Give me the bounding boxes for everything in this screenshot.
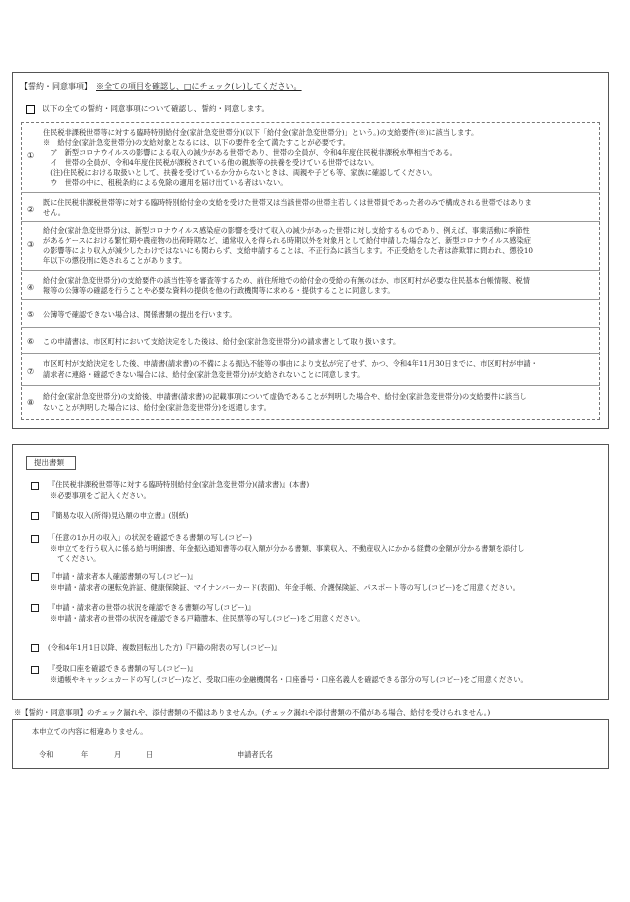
pledge-item-text: (注)住民税における取扱いとして、扶養を受けているか分からないときは、両親や子ども等、家族に確認してください。 xyxy=(43,168,437,177)
pledge-item-number: ④ xyxy=(27,283,35,292)
pledge-item-text: 市区町村が支給決定をした後、申請書(請求書)の不備による振込不能等の事由により支払が完了せず、かつ、令和4年11月30日までに、市区町村が申請・ xyxy=(43,359,538,368)
pledge-item-number: ③ xyxy=(27,240,35,249)
divider xyxy=(21,327,600,328)
date-day: 日 xyxy=(146,750,154,759)
divider xyxy=(21,270,600,271)
pledge-item-number: ① xyxy=(27,151,35,160)
document-checkbox[interactable] xyxy=(31,535,39,543)
pledge-header-note: ※全ての項目を確認し、□にチェック(レ)してください。 xyxy=(96,82,302,91)
footer-warning: ※【誓約・同意事項】のチェック漏れや、添付書類の不備はありませんか。(チェック漏れや添付書類の不備がある場合、給付を受けられません。) xyxy=(14,708,491,717)
document-checkbox[interactable] xyxy=(31,666,39,674)
document-note: ※必要事項をご記入ください。 xyxy=(50,491,151,500)
pledge-item-text: ア 新型コロナウイルスの影響による収入の減少がある世帯であり、世帯の全員が、令和4年度住民税非課税水準相当である。 xyxy=(43,148,457,157)
pledge-item-text: 給付金(家計急変世帯分)は、新型コロナウイルス感染症の影響を受けて収入の減少があった世帯に対し支給するものであり、例えば、事業活動に季節性 xyxy=(43,226,530,235)
divider xyxy=(21,299,600,300)
pledge-item-text: 住民税非課税世帯等に対する臨時特別給付金(家計急変世帯分)(以下「給付金(家計急変世帯分)」という。)の支給要件(※)に該当します。 xyxy=(43,128,479,137)
pledge-item-text: の影響等により収入が減少したわけではないにも関わらず、支給申請することは、不正行為に該当します。不正受給をした者は詐欺罪に問われ、懲役10 xyxy=(43,246,533,255)
date-year: 年 xyxy=(81,750,89,759)
document-title: 『住民税非課税世帯等に対する臨時特別給付金(家計急変世帯分)(請求書)』(本書) xyxy=(48,480,310,489)
applicant-name-label: 申請者氏名 xyxy=(237,750,273,759)
document-checkbox[interactable] xyxy=(31,482,39,490)
pledge-item-text: 報等の公簿等の確認を行うことや必要な資料の提供を他の行政機関等に求める・提供することに同意します。 xyxy=(43,286,395,295)
document-note: ※通帳やキャッシュカードの写し(コピー)など、受取口座の金融機関名・口座番号・口座名義人を確認できる部分の写し(コピー)をご用意ください。 xyxy=(50,675,528,684)
pledge-item-text: があるケースにおける繁忙期や農産物の出荷時期など、通常収入を得られる時期以外を対象月として給付申請した場合など、新型コロナウイルス感染症 xyxy=(43,236,531,245)
document-checkbox[interactable] xyxy=(31,644,39,652)
divider xyxy=(21,192,600,193)
declaration-statement: 本申立ての内容に相違ありません。 xyxy=(32,727,148,736)
pledge-item-text: ※ 給付金(家計急変世帯分)の支給対象となるには、以下の要件を全て満たすことが必要です。 xyxy=(43,138,350,147)
document-title: (令和4年1月1日以降、複数回転出した方)『戸籍の附表の写し(コピー)』 xyxy=(48,643,282,652)
divider xyxy=(21,385,600,386)
pledge-item-number: ② xyxy=(27,205,35,214)
pledge-item-text: ないことが判明した場合には、給付金(家計急変世帯分)を返還します。 xyxy=(43,403,271,412)
pledge-item-number: ⑥ xyxy=(27,337,35,346)
document-title: 『簡易な収入(所得)見込額の申立書』(別紙) xyxy=(48,511,189,520)
document-note: ※申請・請求者の運転免許証、健康保険証、マイナンバーカード(表面)、年金手帳、介護保険証、パスポート等の写し(コピー)をご用意ください。 xyxy=(50,583,520,592)
document-title: 『申請・請求者本人確認書類の写し(コピー)』 xyxy=(48,572,198,581)
document-title: 「任意の1か月の収入」の状況を確認できる書類の写し(コピー) xyxy=(48,533,252,542)
pledge-item-number: ⑤ xyxy=(27,310,35,319)
pledge-item-text: 既に住民税非課税世帯等に対する臨時特別給付金の支給を受けた世帯又は当該世帯の世帯主若しくは世帯員であった者のみで構成される世帯ではありま xyxy=(43,198,532,207)
pledge-item-number: ⑧ xyxy=(27,398,35,407)
agree-all-label: 以下の全ての誓約・同意事項について確認し、誓約・同意します。 xyxy=(42,104,270,113)
document-note: てください。 xyxy=(50,554,101,563)
pledge-item-text: この申請書は、市区町村において支給決定をした後は、給付金(家計急変世帯分)の請求書として取り扱います。 xyxy=(43,337,401,346)
pledge-header-label: 【誓約・同意事項】 xyxy=(20,82,92,91)
pledge-item-text: せん。 xyxy=(43,208,65,217)
date-month: 月 xyxy=(114,750,122,759)
document-checkbox[interactable] xyxy=(31,573,39,581)
documents-header: 提出書類 xyxy=(34,458,64,467)
agree-all-checkbox[interactable] xyxy=(26,105,35,114)
pledge-item-text: 給付金(家計急変世帯分)の支給要件の該当性等を審査等するため、前住所地での給付金の受給の有無のほか、市区町村が必要な住民基本台帳情報、税情 xyxy=(43,276,530,285)
document-checkbox[interactable] xyxy=(31,604,39,612)
pledge-item-number: ⑦ xyxy=(27,367,35,376)
document-title: 『受取口座を確認できる書類の写し(コピー)』 xyxy=(48,664,198,673)
pledge-item-text: 年以下の懲役刑に処されることがあります。 xyxy=(43,256,187,265)
date-era: 令和 xyxy=(39,750,54,759)
document-title: 『申請・請求者の世帯の状況を確認できる書類の写し(コピー)』 xyxy=(48,603,255,612)
document-checkbox[interactable] xyxy=(31,512,39,520)
pledge-item-text: 請求者に連絡・確認できない場合には、給付金(家計急変世帯分)が支給されないことに同意します。 xyxy=(43,370,365,379)
pledge-item-text: 給付金(家計急変世帯分)の支給後、申請書(請求書)の記載事項について虚偽であることが判明した場合や、給付金(家計急変世帯分)の支給要件に該当し xyxy=(43,392,527,401)
divider xyxy=(21,353,600,354)
document-note: ※申立てを行う収入に係る給与明細書、年金振込通知書等の収入額が分かる書類、事業収入、不動産収入にかかる経費の金額が分かる書類を添付し xyxy=(50,544,525,553)
pledge-item-text: イ 世帯の全員が、令和4年度住民税が課税されている他の親族等の扶養を受けている世帯ではない。 xyxy=(43,158,379,167)
pledge-item-text: ウ 世帯の中に、租税条約による免除の適用を届け出ている者はいない。 xyxy=(43,178,288,187)
document-note: ※申請・請求者の世帯の状況を確認できる戸籍謄本、住民票等の写し(コピー)をご用意ください。 xyxy=(50,614,365,623)
divider xyxy=(21,221,600,222)
pledge-item-text: 公簿等で確認できない場合は、関係書類の提出を行います。 xyxy=(43,310,237,319)
